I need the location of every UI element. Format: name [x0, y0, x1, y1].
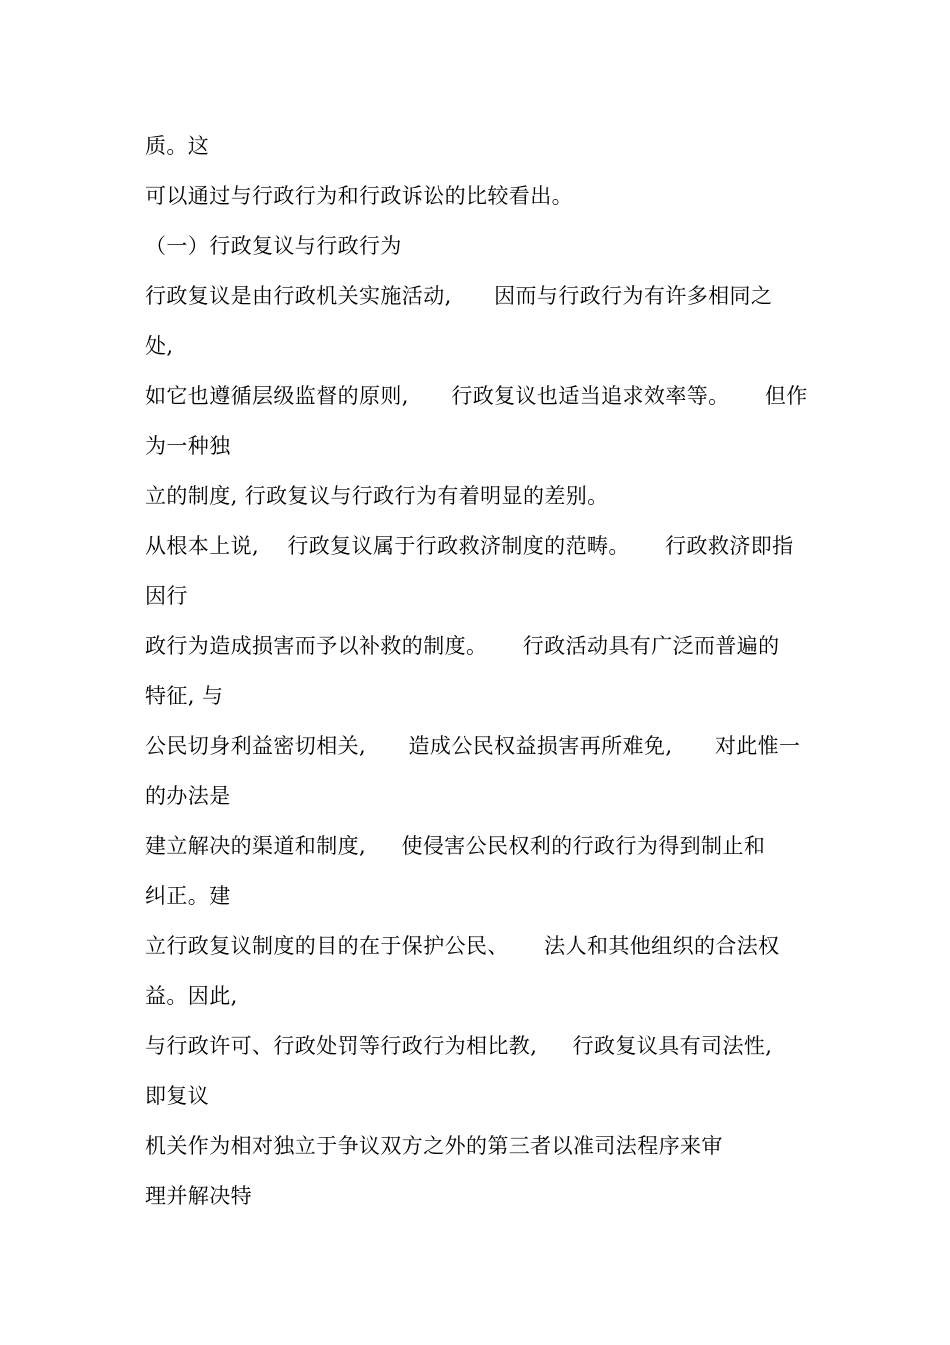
text-line: 益。因此,: [145, 984, 238, 1008]
text-line: 质。这: [145, 134, 210, 158]
text-line: 机关作为相对独立于争议双方之外的第三者以准司法程序来审: [145, 1134, 723, 1158]
text-line: 公民切身利益密切相关, 造成公民权益损害再所难免, 对此惟一: [145, 734, 801, 758]
text-line: 特征, 与: [145, 684, 224, 708]
text-line: 理并解决特: [145, 1184, 252, 1208]
text-line: 纠正。建: [145, 884, 231, 908]
text-line: 为一种独: [145, 434, 231, 458]
text-line: 可以通过与行政行为和行政诉讼的比较看出。: [145, 184, 573, 208]
text-line: 立的制度, 行政复议与行政行为有着明显的差别。: [145, 484, 609, 508]
text-line: 如它也遵循层级监督的原则, 行政复议也适当追求效率等。 但作: [145, 384, 808, 408]
text-line: 从根本上说, 行政复议属于行政救济制度的范畴。 行政救济即指: [145, 534, 794, 558]
text-line: 的办法是: [145, 784, 231, 808]
text-line: 与行政许可、行政处罚等行政行为相比教, 行政复议具有司法性,: [145, 1034, 773, 1058]
text-line: 行政复议是由行政机关实施活动, 因而与行政行为有许多相同之: [145, 284, 773, 308]
text-line: 建立解决的渠道和制度, 使侵害公民权利的行政行为得到制止和: [145, 834, 766, 858]
text-line: 即复议: [145, 1084, 210, 1108]
text-line: 立行政复议制度的目的在于保护公民、 法人和其他组织的合法权: [145, 934, 780, 958]
text-line: 处,: [145, 334, 174, 358]
text-line: 因行: [145, 584, 188, 608]
text-line: 政行为造成损害而予以补救的制度。 行政活动具有广泛而普遍的: [145, 634, 780, 658]
section-heading: （一）行政复议与行政行为: [145, 234, 402, 258]
